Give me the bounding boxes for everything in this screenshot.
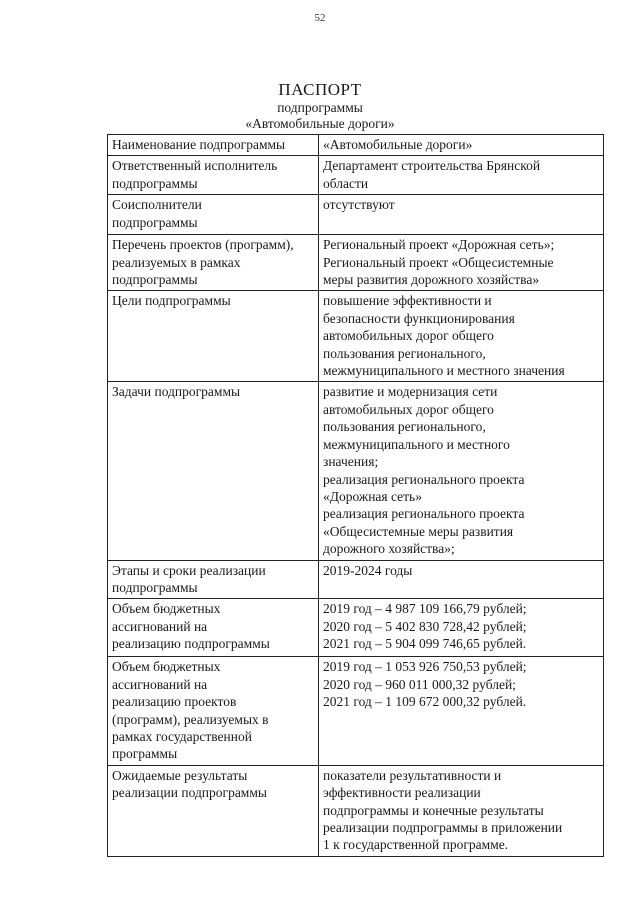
- row-value: Региональный проект «Дорожная сеть»; Региональный проект «Общесистемные меры развития дорожного хозяйства»: [319, 235, 604, 291]
- row-value: показатели результативности и эффективности реализации подпрограммы и конечные результаты реализации подпрограммы в приложении 1 к государственной программе.: [319, 765, 604, 856]
- row-value: 2019 год – 1 053 926 750,53 рублей; 2020 год – 960 011 000,32 рублей; 2021 год – 1 109 672 000,32 рублей.: [319, 657, 604, 765]
- subprogram-name: «Автомобильные дороги»: [245, 116, 395, 131]
- row-label: Задачи подпрограммы: [108, 382, 319, 560]
- row-label: Соисполнители подпрограммы: [108, 195, 319, 235]
- table-row: [108, 765, 604, 856]
- row-label: Цели подпрограммы: [108, 291, 319, 382]
- row-value: 2019-2024 годы: [319, 560, 604, 599]
- table-row: [108, 657, 604, 765]
- row-label: Ответственный исполнитель подпрограммы: [108, 156, 319, 195]
- page-number: 52: [314, 12, 326, 24]
- row-value: 2019 год – 4 987 109 166,79 рублей; 2020 год – 5 402 830 728,42 рублей; 2021 год – 5 904 099 746,65 рублей.: [319, 599, 604, 657]
- row-label: Объем бюджетных ассигнований на реализацию проектов (программ), реализуемых в рамках государственной программы: [108, 657, 319, 765]
- table-row: [108, 599, 604, 657]
- row-value: повышение эффективности и безопасности функционирования автомобильных дорог общего пользования регионального, межмуниципального и местного значения: [319, 291, 604, 382]
- table-row: [108, 382, 604, 560]
- row-value: отсутствуют: [319, 195, 604, 235]
- row-label: Перечень проектов (программ), реализуемых в рамках подпрограммы: [108, 235, 319, 291]
- row-value: Департамент строительства Брянской области: [319, 156, 604, 195]
- row-label: Этапы и сроки реализации подпрограммы: [108, 560, 319, 599]
- document-title: ПАСПОРТ: [278, 80, 362, 99]
- table-row: [108, 156, 604, 195]
- row-label: Объем бюджетных ассигнований на реализацию подпрограммы: [108, 599, 319, 657]
- row-value: «Автомобильные дороги»: [319, 135, 604, 156]
- table-row: [108, 560, 604, 599]
- row-value: развитие и модернизация сети автомобильных дорог общего пользования регионального, межмуниципального и местного значения; реализация регионального проекта «Дорожная сеть» реализация регионального проекта «Общесистемные меры развития дорожного хозяйства»;: [319, 382, 604, 560]
- row-label: Ожидаемые результаты реализации подпрограммы: [108, 765, 319, 856]
- table-row: [108, 135, 604, 156]
- document-subtitle: подпрограммы: [277, 100, 363, 115]
- passport-table: [107, 134, 604, 857]
- table-row: [108, 235, 604, 291]
- table-row: [108, 195, 604, 235]
- table-row: [108, 291, 604, 382]
- row-label: Наименование подпрограммы: [108, 135, 319, 156]
